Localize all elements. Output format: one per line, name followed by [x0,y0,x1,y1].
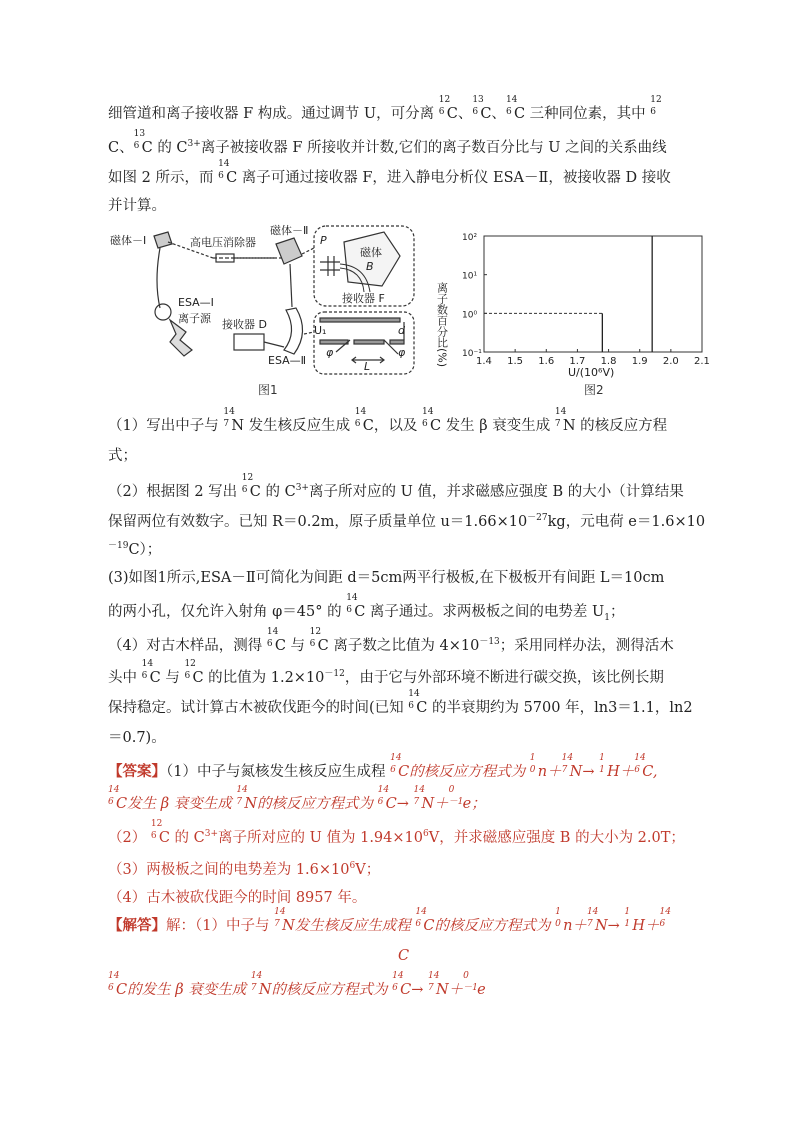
chart-frame [484,236,702,352]
isotope-c12: 12 6 [184,658,196,681]
y-tick-label: 10² [462,233,478,243]
answer-line-1: 【答案】（1）中子与氮核发生核反应生成程 14 6 C的核反应方程式为 1 0 n＋ 14 7 N→ 1 1 H＋ 14 6 C, [108,753,658,780]
isotope-n14: 14 7 [561,753,574,775]
isotope-c14: 14 6 [634,753,646,775]
q3-line-2: 的两小孔，仅允许入射角 φ＝45° 的 14 6 C 离子通过。求两极板之间的电势差 $U_1$； [108,593,625,623]
figure-2-chart [432,222,712,402]
answer-line-3: （2） 12 6 C 的 $C^{3+}$离子所对应的 U 值为 $1.94\times 10^6V$，并求磁感应强度 B 的大小为 2.0T； [108,818,685,846]
intro-line-1: 细管道和离子接收器 F 构成。通过调节 U，可分离 12 6 C、 13 6 C、 14 6 C 三种同位素，其中 12 6 [108,95,662,122]
q2-line-1: （2）根据图 2 写出 12 6 C 的 $C^{3+}$离子所对应的 U 值，并求磁感应强度 B 的大小（计算结果 [108,472,684,500]
label-d: d [398,324,405,337]
q3-line-1: (3)如图1所示,ESA－Ⅱ可简化为间距 d＝5cm两平行极板,在下极板开有间距 L＝10cm [108,570,665,586]
x-tick-label: 2.0 [662,356,679,367]
label-u1: U₁ [314,324,327,337]
isotope-n14: 14 7 [223,407,235,429]
q4-line-1: （4）对古木样品，测得 14 6 C 与 12 6 C 离子数之比值为 $4\times 10^{-13}$；采用同样办法，测得活木 [108,626,674,654]
label-l: L [364,360,371,373]
isotope-electron: 0 －1 [463,971,478,993]
x-tick-label: 2.1 [694,356,710,367]
isotope-h1: 1 1 [599,753,605,775]
isotope-c14-partial: 14 6 [659,907,671,929]
label-p: P [320,234,327,247]
label-magnet: 磁体 [360,246,382,259]
label-esa-2: ESA—Ⅱ [268,354,307,367]
intro-line-2: C、 13 6 C 的 $C^{3+}$离子被接收器 F 所接收并计数,它们的离子数百分比与 U 之间的关系曲线 [108,128,667,156]
receiver-d-shape [234,334,264,350]
q2-line-3: $^{-19}$C）； [108,541,162,558]
isotope-n14: 14 7 [250,971,263,993]
label-phi-2: φ [398,346,406,359]
label-magnet-2: 磁体－Ⅱ [270,224,309,237]
isotope-c14: 14 6 [346,593,358,615]
figure-1 [108,222,418,402]
q1-line-1: （1）写出中子与 14 7 N 发生核反应生成 14 6 C，以及 14 6 C 发生 β 衰变生成 14 7 N 的核反应方程 [108,407,668,434]
isotope-c12: 12 6 [150,818,163,841]
isotope-c14: 14 6 [266,626,279,649]
x-tick-label: 1.9 [631,356,648,367]
solution-line-2: 14 6 C的发生 β 衰变生成 14 7 N的核反应方程式为 14 6 C→ 14 7 N＋ 0 －1 e [108,971,486,998]
isotope-c12: 12 6 [309,626,322,649]
chart-xlabel: U/(10⁶V) [568,366,615,379]
isotope-c14: 14 6 [415,907,427,929]
x-tick-label: 1.7 [569,356,586,367]
isotope-c14: 14 6 [392,971,404,993]
answer-line-2: 14 6 C发生 β 衰变生成 14 7 N的核反应方程式为 14 6 C→ 14 7 N＋ 0 －1 e； [108,785,486,812]
x-tick-label: 1.8 [600,356,617,367]
figure-1-caption: 图1 [258,383,278,397]
isotope-neutron: 1 0 [555,907,561,929]
x-tick-label: 1.4 [476,356,492,367]
intro-line-3: 如图 2 所示，而 14 6 C 离子可通过接收器 F，进入静电分析仪 ESA－Ⅱ，被接收器 D 接收 [108,159,671,186]
x-tick-label: 1.5 [507,356,524,367]
chart-ylabel: 离子数百分比(%) [435,282,449,368]
q4-line-3: 保持稳定。试计算古木被砍伐距今的时间(已知 14 6 C 的半衰期约为 5700 年，ln3＝1.1，ln2 [108,689,693,716]
isotope-c14: 14 6 [141,658,154,681]
label-b: B [366,260,374,273]
label-magnet-1: 磁体－Ⅰ [110,234,147,247]
isotope-c14: 14 6 [505,95,518,117]
label-receiver-d: 接收器 D [222,318,267,331]
answer-tag: 【答案】 [108,763,166,780]
isotope-n14: 14 7 [586,907,599,929]
q4-line-2: 头中 14 6 C 与 12 6 C 的比值为 $1.2\times 10^{-12}$，由于它与外部环境不断进行碳交换，该比例长期 [108,658,664,686]
label-esa-1: ESA—Ⅰ [178,296,214,309]
isotope-c14: 14 6 [408,689,420,711]
label-receiver-f: 接收器 F [342,292,385,305]
isotope-c12: 12 6 [438,95,451,117]
isotope-neutron: 1 0 [529,753,536,775]
isotope-c13: 13 6 [133,128,146,151]
isotope-c12: 12 6 [650,95,662,117]
label-hv-eliminator: 高电压消除器 [190,236,256,249]
q1-line-2: 式； [108,448,137,464]
answer-line-5: （4）古木被砍伐距今的时间 8957 年。 [108,890,367,906]
magnet-2-shape [276,238,302,264]
q4-line-4: ＝0.7)。 [108,730,166,746]
isotope-n14: 14 7 [427,971,440,993]
isotope-c14: 14 6 [354,407,367,429]
isotope-c14: 14 6 [390,753,402,775]
text: 细管道和离子接收器 F 构成。通过调节 U，可分离 [108,106,439,122]
label-ion-source: 离子源 [178,312,211,325]
isotope-c14: 14 6 [421,407,434,429]
isotope-c14: 14 6 [108,785,120,807]
solution-line-1-wrap: C [398,948,410,964]
esa-1-shape [155,304,171,320]
y-tick-label: 10⁰ [462,310,478,321]
isotope-c12: 12 6 [241,472,254,495]
ion-source-shape [170,320,192,356]
y-tick-label: 10⁻¹ [462,349,482,359]
isotope-electron: 0 －1 [448,785,464,807]
isotope-n14: 14 7 [236,785,248,807]
isotope-n14: 14 7 [554,407,567,429]
y-tick-label: 10¹ [462,271,478,282]
intro-line-4: 并计算。 [108,198,166,214]
figure-2-caption: 图2 [584,383,604,397]
magnet-1-shape [154,232,172,248]
x-tick-label: 1.6 [538,356,555,367]
solution-tag: 【解答】 [108,917,166,934]
esa-2-shape [284,308,303,354]
isotope-n14: 14 7 [413,785,425,807]
solution-line-1: 【解答】解：（1）中子与 14 7 N发生核反应生成程 14 6 C的核反应方程式为 1 0 n＋ 14 7 N→ 1 1 H＋ 14 6 [108,907,671,934]
isotope-h1: 1 1 [624,907,631,929]
q2-line-2: 保留两位有效数字。已知 R＝0.2m，原子质量单位 $u=1.66\times 10^{-27}kg$，元电荷 e＝1.6×10 [108,513,706,530]
label-phi-1: φ [326,346,334,359]
isotope-c13: 13 6 [472,95,484,117]
isotope-c14: 14 6 [377,785,390,807]
isotope-c14: 14 6 [108,971,120,993]
isotope-c14: 14 6 [218,159,230,181]
answer-line-4: （3）两极板之间的电势差为 $1.6\times 10^6V$； [108,861,381,878]
isotope-n14: 14 7 [274,907,286,929]
